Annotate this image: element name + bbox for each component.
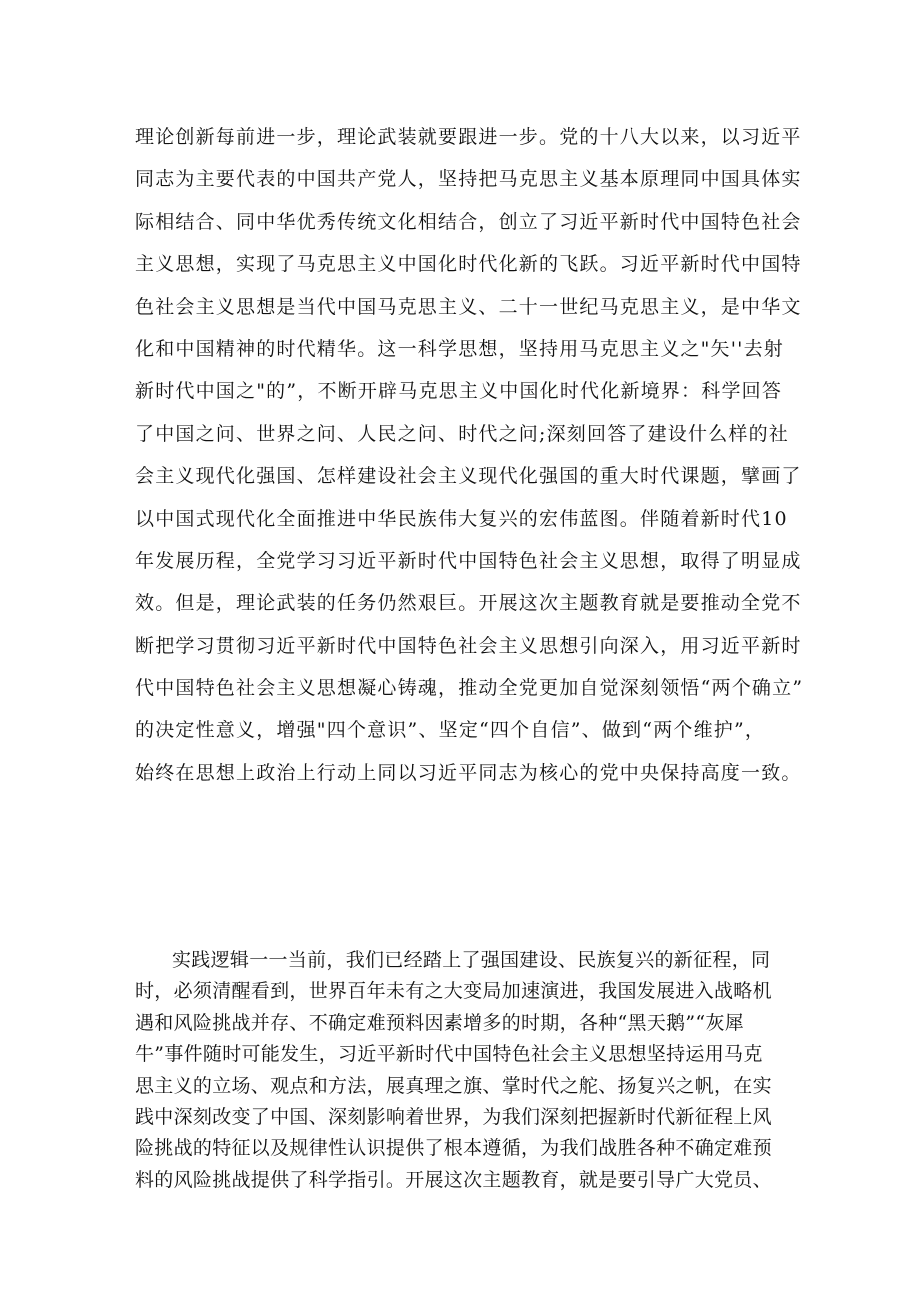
- text-line: 践中深刻改变了中国、深刻影响着世界，为我们深刻把握新时代新征程上风: [135, 1105, 772, 1128]
- text-line: 断把学习贯彻习近平新时代中国特色社会主义思想引向深入，用习近平新时: [135, 634, 802, 657]
- text-line: 险挑战的特征以及规律性认识提供了根本遵循，为我们战胜各种不确定难预: [135, 1137, 772, 1160]
- text-line: 思主义的立场、观点和方法，展真理之旗、掌时代之舵、扬复兴之帆，在实: [135, 1074, 772, 1097]
- text-line: 年发展历程，全党学习习近平新时代中国特色社会主义思想，取得了明显成: [135, 549, 802, 572]
- text-line: 主义思想，实现了马克思主义中国化时代化新的飞跃。习近平新时代中国特: [135, 253, 802, 276]
- text-line: 代中国特色社会主义思想凝心铸魂，推动全党更加自觉深刻领悟“两个确立”: [135, 677, 804, 700]
- paragraph-theory-armament: [135, 116, 805, 794]
- text-line: 料的风险挑战提供了科学指引。开展这次主题教育，就是要引导广大党员、: [135, 1168, 772, 1191]
- text-line: 牛”事件随时可能发生，习近平新时代中国特色社会主义思想坚持运用马克: [135, 1043, 763, 1066]
- text-line: 时，必须清醒看到，世界百年未有之大变局加速演进，我国发展进入战略机: [135, 980, 772, 1003]
- text-line: 新时代中国之"的”，不断开辟马克思主义中国化时代化新境界：科学回答: [135, 380, 783, 403]
- text-line: 同志为主要代表的中国共产党人，坚持把马克思主义基本原理同中国具体实: [135, 168, 802, 191]
- paragraph-practice-logic: [135, 945, 805, 1196]
- text-line: 会主义现代化强国、怎样建设社会主义现代化强国的重大时代课题，擘画了: [135, 465, 802, 488]
- text-line: 了中国之问、世界之问、人民之问、时代之问;深刻回答了建设什么样的社: [135, 422, 790, 445]
- text-line: 理论创新每前进一步，理论武装就要跟进一步。党的十八大以来，以习近平: [135, 126, 802, 148]
- text-line: 效。但是，理论武装的任务仍然艰巨。开展这次主题教育就是要推动全党不: [135, 592, 802, 615]
- text-line: 以中国式现代化全面推进中华民族伟大复兴的宏伟蓝图。伴随着新时代10: [135, 507, 788, 530]
- text-line: 化和中国精神的时代精华。这一科学思想，坚持用马克思主义之"矢''去射: [135, 337, 784, 360]
- text-line: 际相结合、同中华优秀传统文化相结合，创立了习近平新时代中国特色社会: [135, 210, 802, 233]
- text-line: 的决定性意义，增强"四个意识”、坚定“四个自信”、做到“两个维护”，: [135, 719, 766, 742]
- text-line: 色社会主义思想是当代中国马克思主义、二十一世纪马克思主义，是中华文: [135, 295, 802, 318]
- text-line: 遇和风险挑战并存、不确定难预料因素增多的时期，各种“黑天鹅”“灰犀: [135, 1011, 745, 1034]
- text-line: 始终在思想上政治上行动上同以习近平同志为核心的党中央保持高度一致。: [135, 761, 802, 784]
- text-line: 实践逻辑一一当前，我们已经踏上了强国建设、民族复兴的新征程，同: [172, 949, 771, 971]
